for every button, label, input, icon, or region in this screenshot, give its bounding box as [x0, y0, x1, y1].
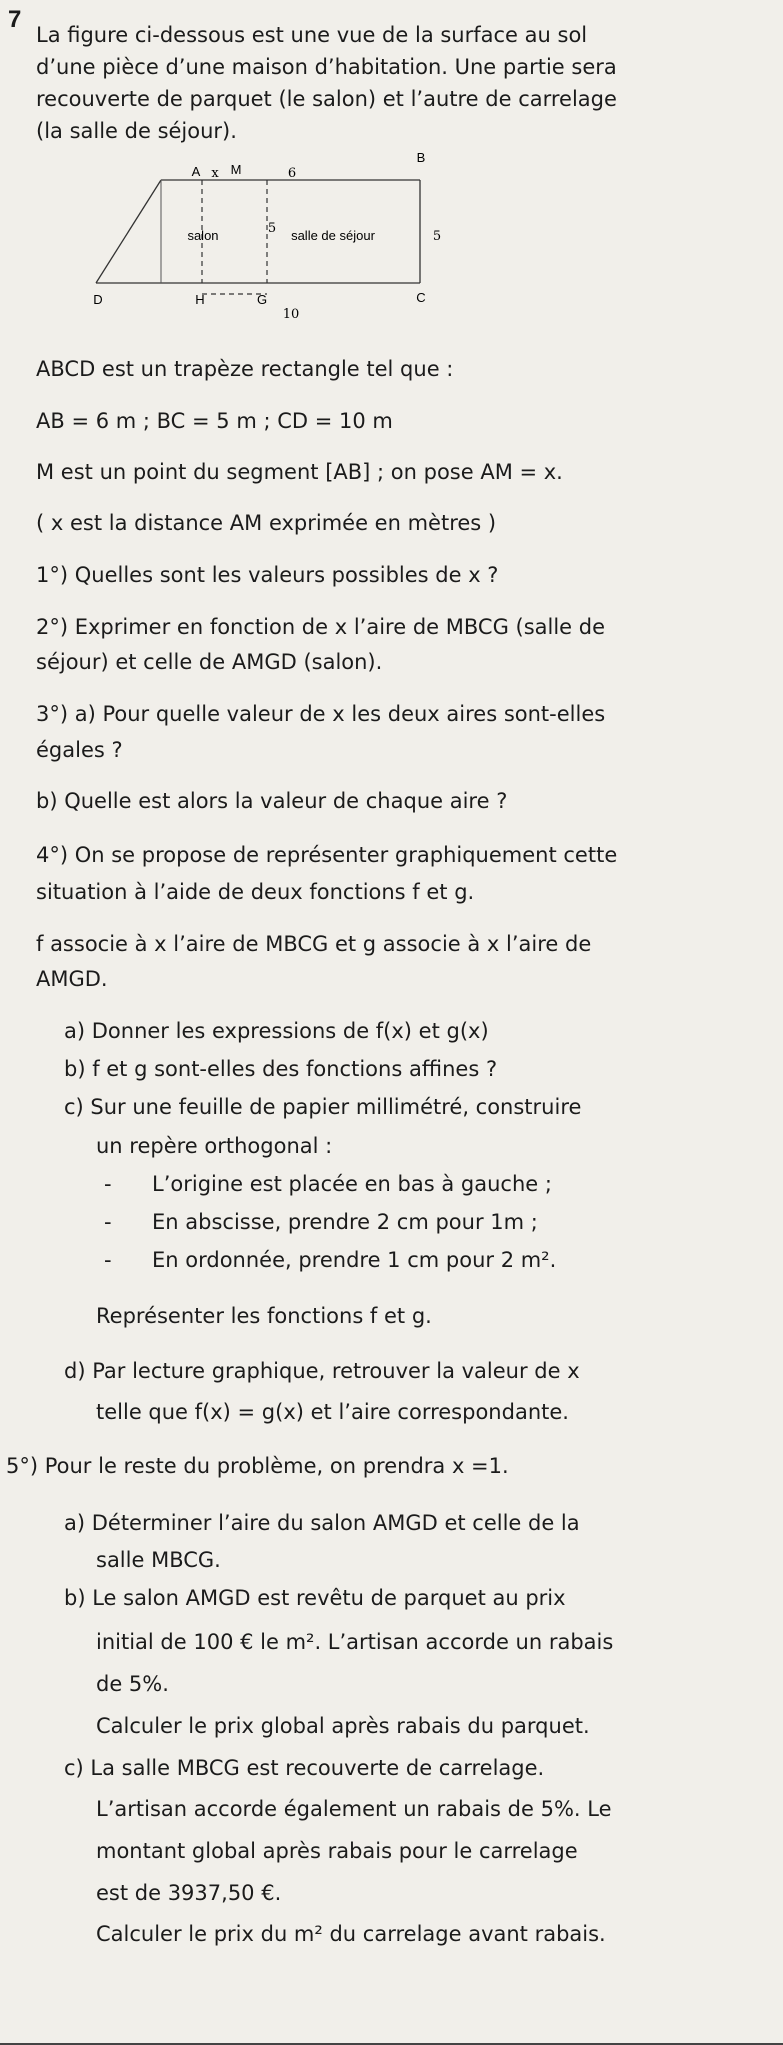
label-G: G [256, 292, 268, 307]
question-4-assoc-line-1: f associe à x l’aire de MBCG et g associe à x l’aire de [36, 932, 592, 956]
question-5c-line-5: Calculer le prix du m² du carrelage avant rabais. [96, 1922, 606, 1946]
question-5b-line-4: Calculer le prix global après rabais du parquet. [96, 1714, 590, 1738]
bullet-origin: L’origine est placée en bas à gauche ; [152, 1172, 552, 1196]
intro-line-4: (la salle de séjour). [36, 119, 237, 143]
question-3a-line-1: 3°) a) Pour quelle valeur de x les deux aires sont-elles [36, 702, 606, 726]
question-4c-line-2: un repère orthogonal : [96, 1134, 333, 1158]
question-4c-line-1: c) Sur une feuille de papier millimétré, construire [64, 1095, 582, 1119]
question-4b: b) f et g sont-elles des fonctions affines ? [64, 1057, 498, 1081]
question-5c-line-3: montant global après rabais pour le carrelage [96, 1839, 578, 1863]
label-H: H [195, 292, 205, 307]
question-4a: a) Donner les expressions de f(x) et g(x) [64, 1019, 489, 1043]
intro-line-1: La figure ci-dessous est une vue de la surface au sol [36, 23, 588, 47]
question-4c-end: Représenter les fonctions f et g. [96, 1304, 432, 1328]
question-4-assoc-line-2: AMGD. [36, 967, 108, 991]
room-label-salon: salon [187, 228, 219, 243]
question-5b-line-1: b) Le salon AMGD est revêtu de parquet au prix [64, 1586, 566, 1610]
label-C: C [416, 290, 426, 305]
intro-line-2: d’une pièce d’une maison d’habitation. Une partie sera [36, 55, 617, 79]
bullet-dash-2: - [104, 1210, 112, 1234]
question-5a-line-2: salle MBCG. [96, 1548, 221, 1572]
question-5a-line-1: a) Déterminer l’aire du salon AMGD et celle de la [64, 1511, 580, 1535]
label-M: M [230, 162, 242, 177]
handwritten-x: x [211, 166, 219, 181]
question-5b-line-3: de 5%. [96, 1672, 169, 1696]
question-3b: b) Quelle est alors la valeur de chaque aire ? [36, 789, 508, 813]
handwritten-10: 10 [282, 307, 300, 322]
bullet-abscissa: En abscisse, prendre 2 cm pour 1m ; [152, 1210, 538, 1234]
bullet-dash-1: - [104, 1172, 112, 1196]
label-D: D [93, 292, 103, 307]
question-5c-line-2: L’artisan accorde également un rabais de 5%. Le [96, 1797, 612, 1821]
question-4d-line-2: telle que f(x) = g(x) et l’aire correspondante. [96, 1400, 569, 1424]
label-B: B [416, 150, 426, 165]
question-2-line-2: séjour) et celle de AMGD (salon). [36, 650, 383, 674]
bullet-ordinate: En ordonnée, prendre 1 cm pour 2 m². [152, 1248, 557, 1272]
question-1: 1°) Quelles sont les valeurs possibles de x ? [36, 563, 499, 587]
room-label-sejour: salle de séjour [291, 228, 375, 243]
trapezoid-statement: ABCD est un trapèze rectangle tel que : [36, 357, 454, 381]
question-5c-line-4: est de 3937,50 €. [96, 1881, 282, 1905]
lengths-statement: AB = 6 m ; BC = 5 m ; CD = 10 m [36, 409, 393, 433]
point-m-statement: M est un point du segment [AB] ; on pose AM = x. [36, 460, 563, 484]
question-5c-line-1: c) La salle MBCG est recouverte de carrelage. [64, 1756, 545, 1780]
question-5: 5°) Pour le reste du problème, on prendra x =1. [6, 1454, 509, 1478]
question-4d-line-1: d) Par lecture graphique, retrouver la valeur de x [64, 1359, 580, 1383]
label-A: A [191, 164, 201, 179]
question-4-line-1: 4°) On se propose de représenter graphiquement cette [36, 843, 618, 867]
intro-line-3: recouverte de parquet (le salon) et l’autre de carrelage [36, 87, 617, 111]
question-5b-line-2: initial de 100 € le m². L’artisan accorde un rabais [96, 1630, 614, 1654]
x-definition: ( x est la distance AM exprimée en mètres ) [36, 511, 497, 535]
handwritten-6: 6 [287, 166, 297, 181]
question-2-line-1: 2°) Exprimer en fonction de x l’aire de MBCG (salle de [36, 615, 606, 639]
handwritten-5-mark: 5 [267, 221, 277, 236]
trapezoid-figure [0, 140, 783, 322]
handwritten-5-right: 5 [432, 229, 442, 244]
bullet-dash-3: - [104, 1248, 112, 1272]
question-3a-line-2: égales ? [36, 738, 123, 762]
exercise-number: 7 [8, 6, 22, 33]
question-4-line-2: situation à l’aide de deux fonctions f et g. [36, 880, 475, 904]
